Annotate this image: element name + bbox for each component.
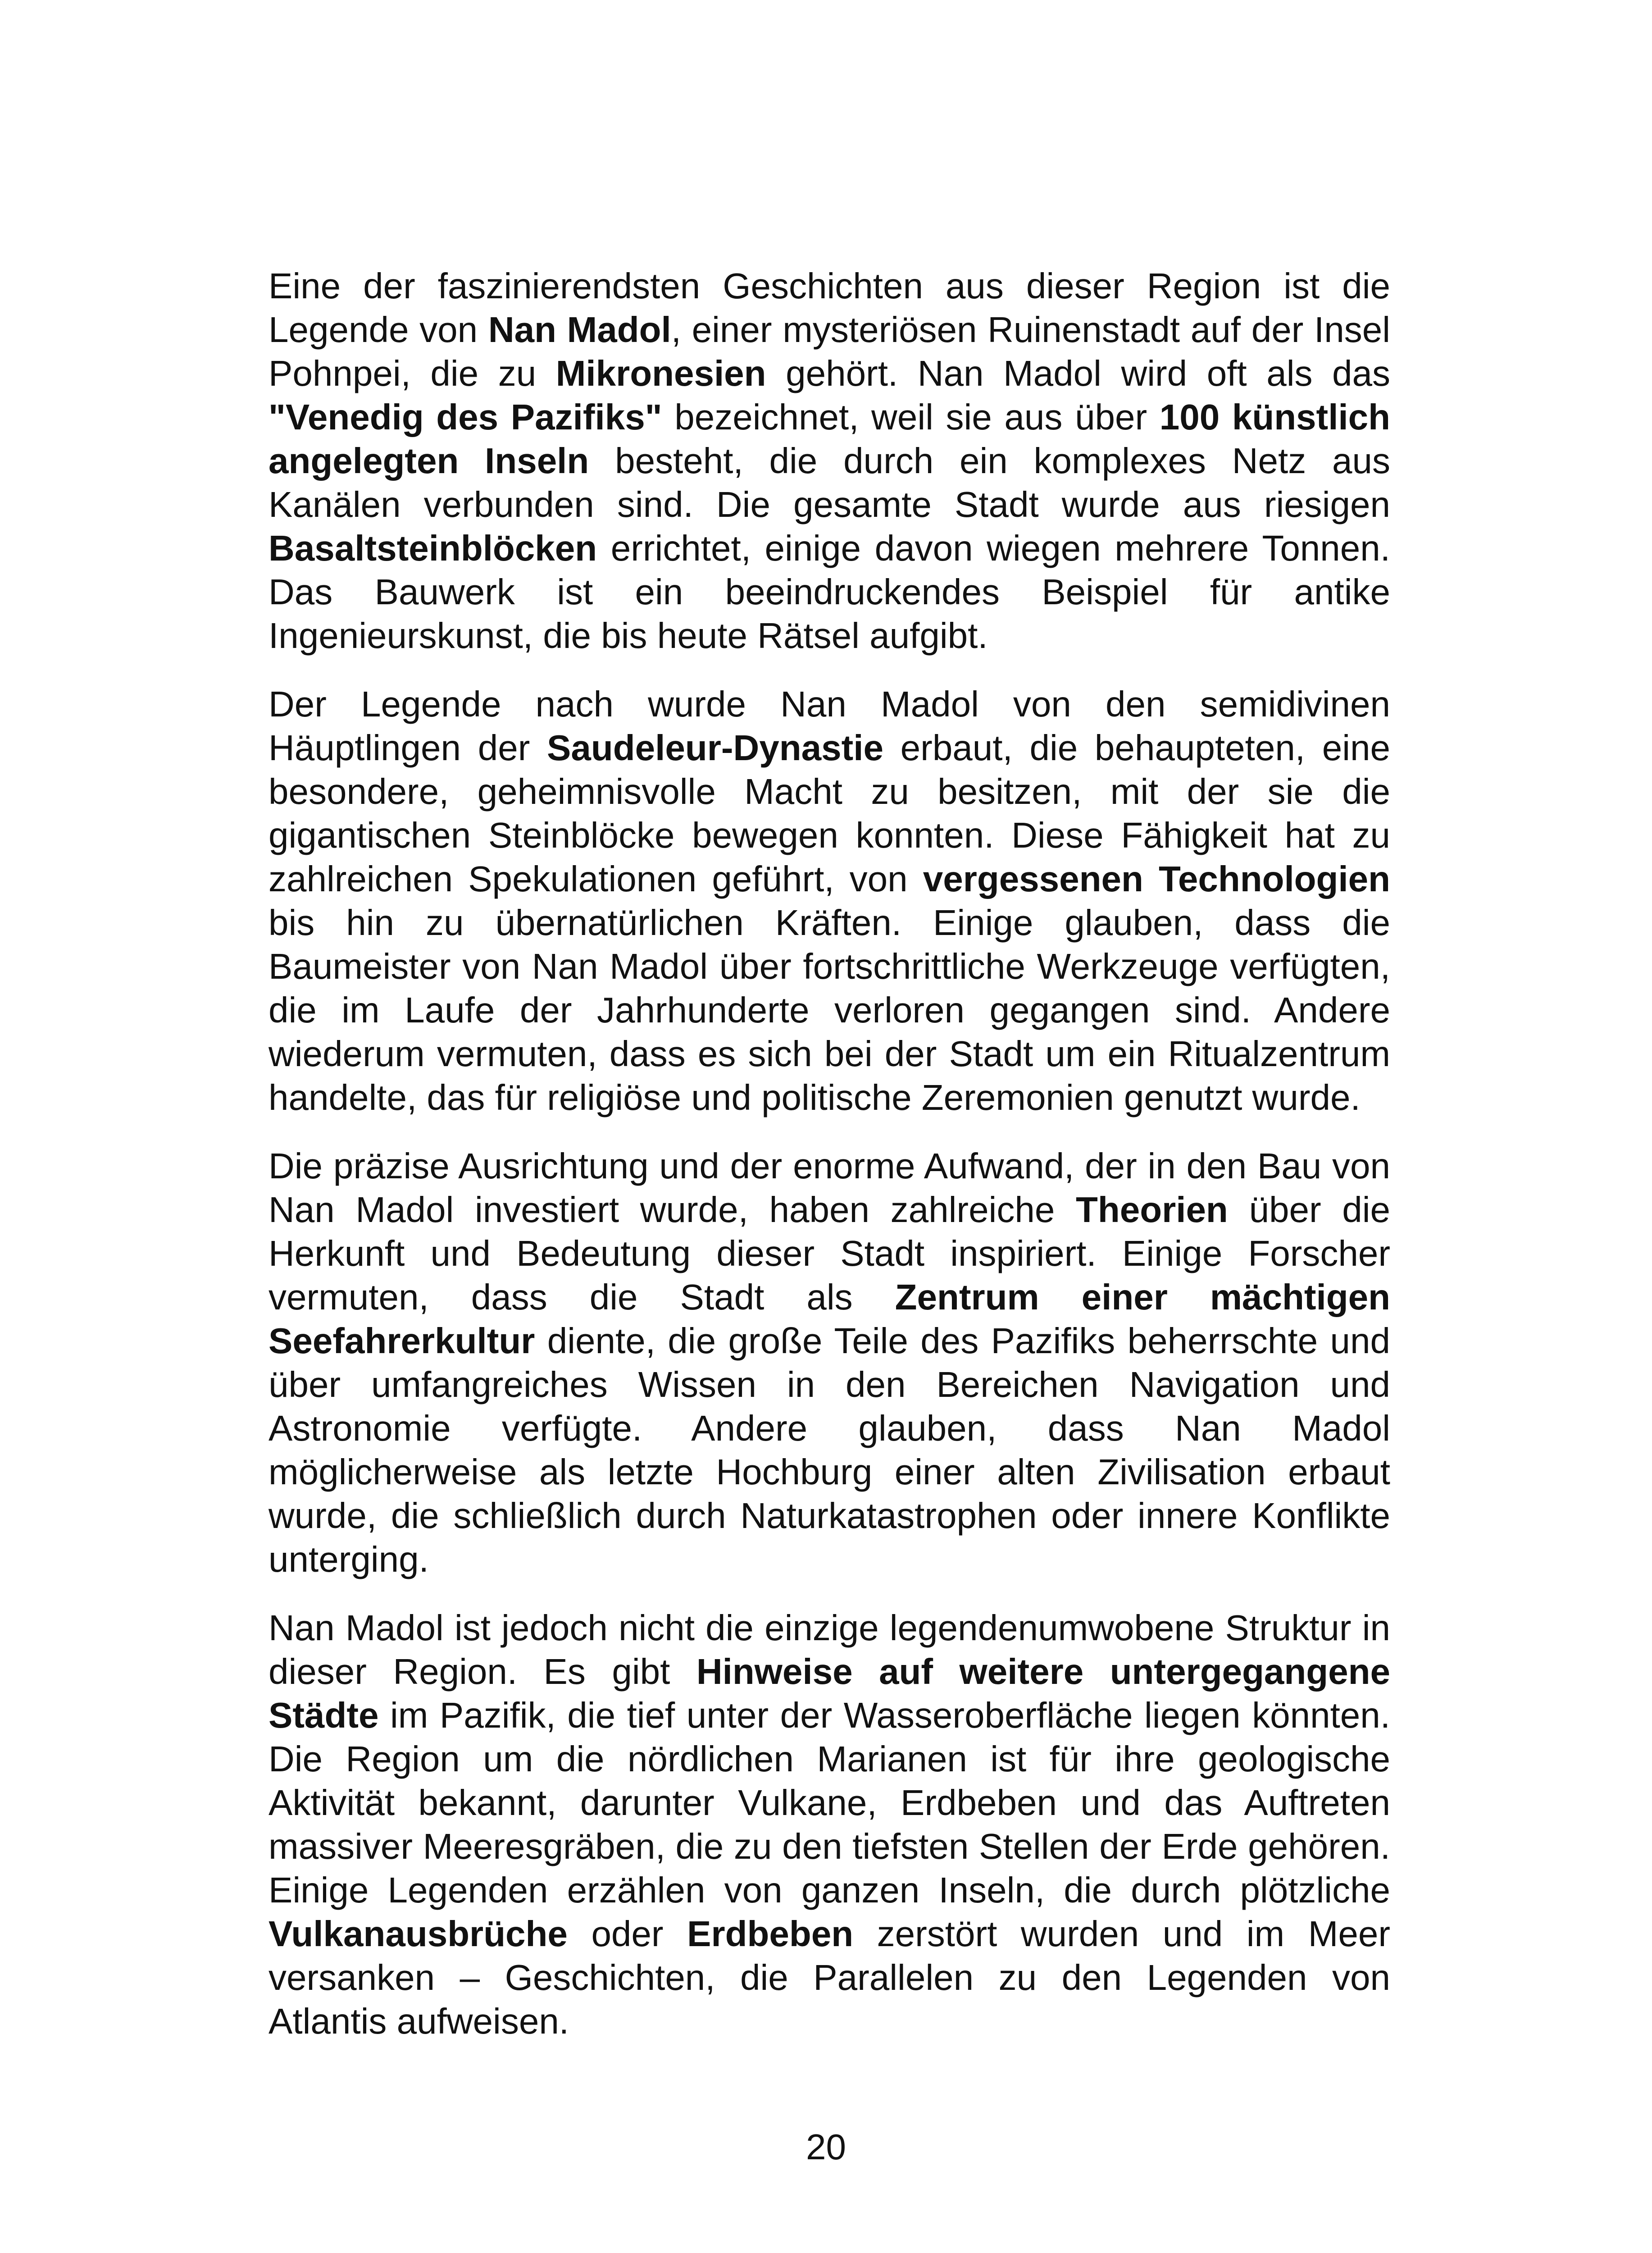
bold-phrase: "Venedig des Pazifiks" <box>269 397 662 437</box>
text-run: Eine der faszinierendsten Geschichten aus dieser Region ist die Legende von <box>269 266 1390 350</box>
text-run: bis hin zu übernatürlichen Kräften. Einige glauben, dass die Baumeister von Nan Madol über fortschrittliche Werkzeuge verfügten, die im Laufe der Jahrhunderte verloren gegangen sind. Andere wiederum vermuten, dass es sich bei der Stadt um ein Ritualzentrum handelte, das für religiöse und politische Zeremonien genutzt wurde. <box>269 903 1390 1117</box>
bold-phrase: 100 künstlich angelegten Inseln <box>269 397 1391 481</box>
paragraph-1 <box>269 264 1390 657</box>
bold-phrase: Vulkanausbrüche <box>269 1914 568 1954</box>
text-run: gehört. Nan Madol wird oft als das <box>766 353 1390 393</box>
text-run: , einer mysteriösen Ruinenstadt auf der Insel Pohnpei, die zu <box>269 310 1391 393</box>
text-run: besteht, die durch ein komplexes Netz aus Kanälen verbunden sind. Die gesamte Stadt wurde aus riesigen <box>269 441 1390 524</box>
bold-phrase: vergessenen Technologien <box>923 859 1390 899</box>
paragraph-3 <box>269 1144 1390 1581</box>
paragraph-2 <box>269 682 1390 1119</box>
body-text <box>269 264 1390 2068</box>
bold-phrase: Nan Madol <box>488 310 671 350</box>
text-run: errichtet, einige davon wiegen mehrere Tonnen. Das Bauwerk ist ein beeindruckendes Beispiel für antike Ingenieurskunst, die bis heute Rätsel aufgibt. <box>269 528 1390 656</box>
page-number: 20 <box>806 2127 846 2167</box>
text-run: Die präzise Ausrichtung und der enorme Aufwand, der in den Bau von Nan Madol investiert wurde, haben zahlreiche <box>269 1146 1390 1230</box>
bold-phrase: Zentrum einer mächtigen Seefahrerkultur <box>269 1277 1391 1361</box>
text-run: im Pazifik, die tief unter der Wasseroberfläche liegen könnten. Die Region um die nördlichen Marianen ist für ihre geologische Aktivität bekannt, darunter Vulkane, Erdbeben und das Auftreten massiver Meeresgräben, die zu den tiefsten Stellen der Erde gehören. Einige Legenden erzählen von ganzen Inseln, die durch plötzliche <box>269 1695 1390 1910</box>
bold-phrase: Theorien <box>1075 1190 1228 1230</box>
text-run: erbaut, die behaupteten, eine besondere, geheimnisvolle Macht zu besitzen, mit der sie die gigantischen Steinblöcke bewegen konnten. Diese Fähigkeit hat zu zahlreichen Spekulationen geführt, von <box>269 728 1390 899</box>
bold-phrase: Mikronesien <box>555 353 766 393</box>
text-run: oder <box>567 1914 687 1954</box>
text-run: bezeichnet, weil sie aus über <box>662 397 1160 437</box>
text-run: zerstört wurden und im Meer versanken – Geschichten, die Parallelen zu den Legenden von Atlantis aufweisen. <box>269 1914 1391 2041</box>
bold-phrase: Erdbeben <box>687 1914 854 1954</box>
text-run: diente, die große Teile des Pazifiks beherrschte und über umfangreiches Wissen in den Bereichen Navigation und Astronomie verfügte. Andere glauben, dass Nan Madol möglicherweise als letzte Hochburg einer alten Zivilisation erbaut wurde, die schließlich durch Naturkatastrophen oder innere Konflikte unterging. <box>269 1321 1390 1579</box>
text-run: über die Herkunft und Bedeutung dieser Stadt inspiriert. Einige Forscher vermuten, dass die Stadt als <box>269 1190 1390 1317</box>
text-run: Nan Madol ist jedoch nicht die einzige legendenumwobene Struktur in dieser Region. Es gibt <box>269 1608 1390 1692</box>
bold-phrase: Hinweise auf weitere untergegangene Städte <box>269 1651 1390 1735</box>
bold-phrase: Saudeleur-Dynastie <box>547 728 883 768</box>
text-run: Der Legende nach wurde Nan Madol von den semidivinen Häuptlingen der <box>269 684 1390 768</box>
paragraph-4 <box>269 1606 1390 2043</box>
bold-phrase: Basaltsteinblöcken <box>269 528 597 568</box>
